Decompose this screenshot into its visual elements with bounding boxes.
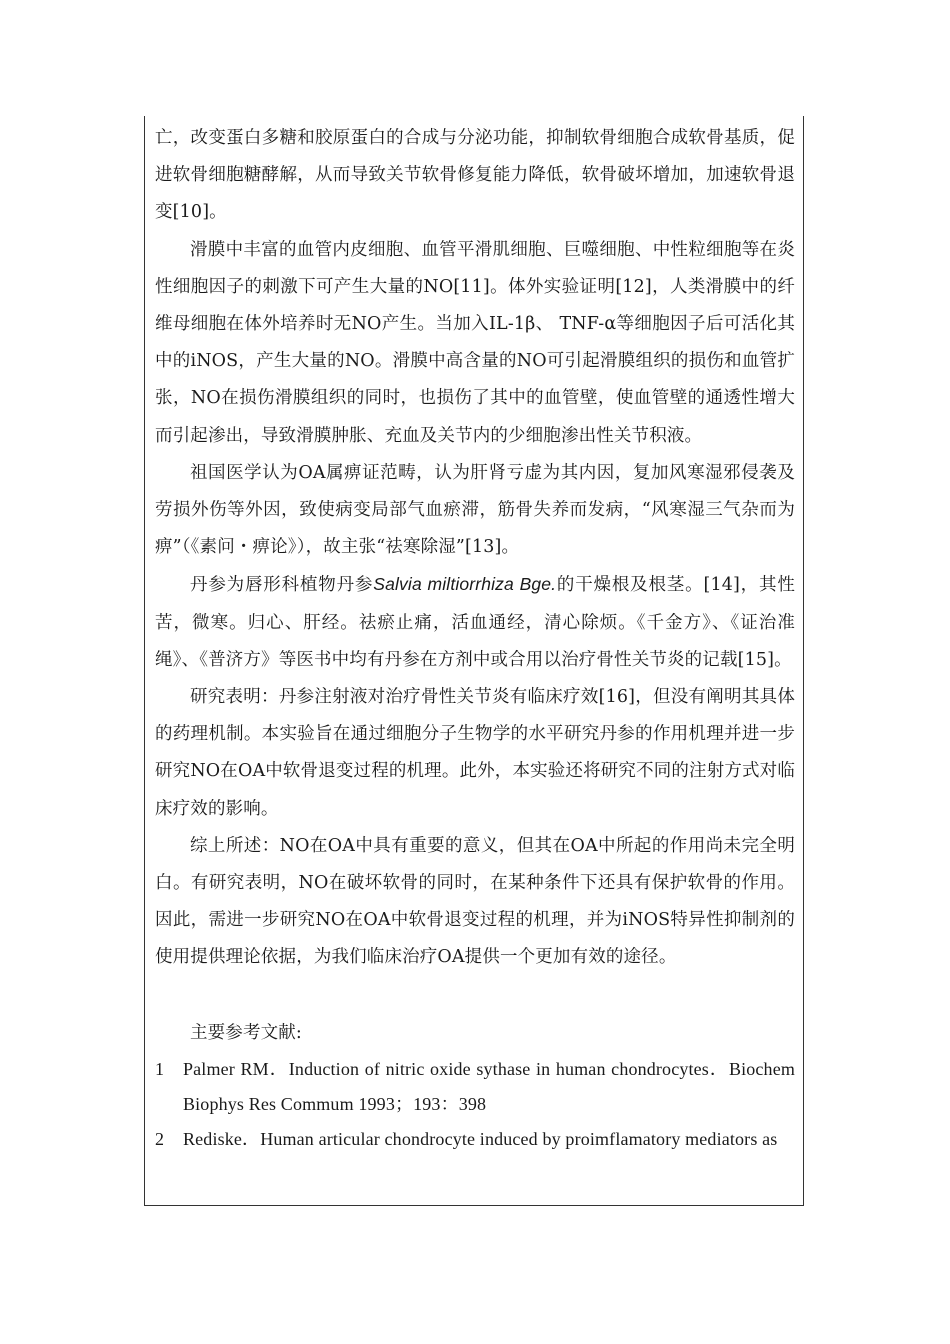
latin-species-name: Salvia miltiorrhiza Bge. [373, 574, 557, 595]
reference-number: 1 [155, 1058, 165, 1079]
paragraph-4-text-after: 的干燥根及根茎。[14]，其性苦，微寒。归心、肝经。祛瘀止痛，活血通经，清心除烦。《千金方》、《证治准绳》、《普济方》等医书中均有丹参在方剂中或合用以治疗骨性关节炎的记载[15]。 [155, 575, 795, 670]
reference-text: Rediske．Human articular chondrocyte induced by proimflamatory mediators as [183, 1128, 778, 1149]
section-spacer [155, 977, 795, 1015]
document-content [155, 120, 795, 1157]
paragraph-1: 亡，改变蛋白多糖和胶原蛋白的合成与分泌功能，抑制软骨细胞合成软骨基质，促进软骨细胞糖酵解，从而导致关节软骨修复能力降低，软骨破坏增加，加速软骨退变[10]。 [155, 128, 795, 223]
paragraph-2: 滑膜中丰富的血管内皮细胞、血管平滑肌细胞、巨噬细胞、中性粒细胞等在炎性细胞因子的刺激下可产生大量的NO[11]。体外实验证明[12]，人类滑膜中的纤维母细胞在体外培养时无NO产生。当加入IL-1β、 TNF-α等细胞因子后可活化其中的iNOS，产生大量的NO。滑膜中高含量的NO可引起滑膜组织的损伤和血管扩张，NO在损伤滑膜组织的同时，也损伤了其中的血管壁，使血管壁的通透性增大而引起渗出，导致滑膜肿胀、充血及关节内的少细胞渗出性关节积液。 [155, 239, 795, 446]
references-heading: 主要参考文献: [190, 1022, 302, 1043]
reference-number: 2 [155, 1128, 165, 1149]
paragraph-5: 研究表明：丹参注射液对治疗骨性关节炎有临床疗效[16]，但没有阐明其具体的药理机制。本实验旨在通过细胞分子生物学的水平研究丹参的作用机理并进一步研究NO在OA中软骨退变过程的机理。此外，本实验还将研究不同的注射方式对临床疗效的影响。 [155, 687, 795, 819]
document-frame [144, 116, 804, 1206]
reference-text: Palmer RM．Induction of nitric oxide sythase in human chondrocytes．Biochem Biophys Res Commum 1993；193：398 [183, 1058, 795, 1114]
paragraph-6: 综上所述：NO在OA中具有重要的意义，但其在OA中所起的作用尚未完全明白。有研究表明，NO在破坏软骨的同时，在某种条件下还具有保护软骨的作用。因此，需进一步研究NO在OA中软骨退变过程的机理，并为iNOS特异性抑制剂的使用提供理论依据，为我们临床治疗OA提供一个更加有效的途径。 [155, 835, 795, 968]
paragraph-4-text-before: 丹参为唇形科植物丹参 [190, 575, 374, 596]
reference-item [155, 1052, 795, 1122]
paragraph-3: 祖国医学认为OA属痹证范畴，认为肝肾亏虚为其内因，复加风寒湿邪侵袭及劳损外伤等外因，致使病变局部气血瘀滞，筋骨失养而发病，“风寒湿三气杂而为痹”（《素问・痹论》），故主张“祛寒除湿”[13]。 [155, 462, 795, 558]
paragraph-4 [155, 566, 795, 679]
reference-item [155, 1122, 795, 1157]
